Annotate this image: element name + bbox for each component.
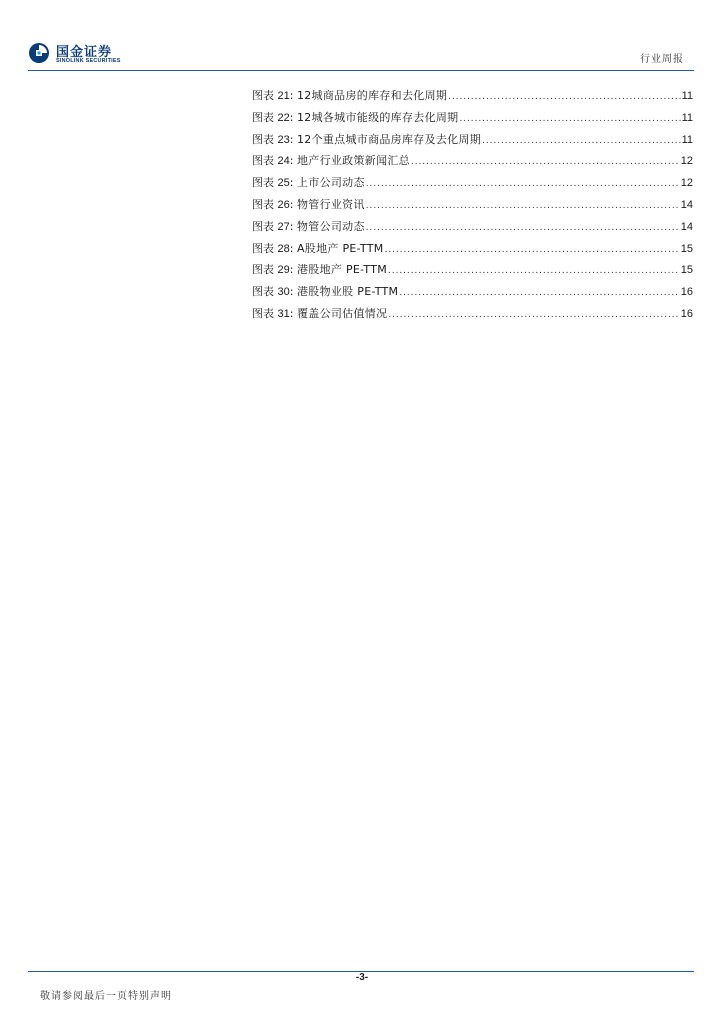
toc-entry-label (252, 218, 297, 234)
toc-entry-title: 港股物业股 PE-TTM (296, 285, 399, 299)
toc-entry-page: 14 (680, 220, 693, 233)
toc-entry-prefix: 图表 (252, 285, 274, 299)
toc-entry-separator: : (289, 197, 294, 211)
page-number: -3- (355, 972, 369, 983)
toc-entry-label (252, 109, 297, 125)
toc-entry-number: 23 (277, 133, 290, 146)
toc-entry-label (252, 196, 297, 212)
toc-dot-leader (411, 156, 680, 167)
toc-dot-leader (388, 265, 680, 276)
toc-entry-prefix: 图表 (252, 154, 274, 168)
toc-dot-leader (366, 222, 680, 233)
toc-entry-prefix: 图表 (252, 89, 274, 102)
toc-entry-title: 上市公司动态 (296, 176, 365, 190)
toc-entry-page: 12 (680, 177, 693, 190)
toc-entry-prefix: 图表 (252, 306, 274, 320)
toc-entry-number: 30 (277, 286, 290, 299)
toc-entry-page: 11 (681, 90, 693, 102)
toc-entry-title: 港股地产 PE-TTM (296, 263, 388, 277)
sinolink-logo-icon (28, 42, 50, 64)
toc-entry-number: 28 (277, 242, 290, 255)
toc-entry-separator: : (289, 154, 294, 168)
toc-entry-page: 15 (680, 264, 693, 277)
toc-entry-title: 地产行业政策新闻汇总 (296, 154, 410, 168)
toc-entry-prefix: 图表 (252, 197, 274, 211)
toc-entry-title: 物管公司动态 (296, 219, 365, 233)
toc-entry-separator: : (289, 132, 294, 146)
toc-entry-prefix: 图表 (252, 110, 274, 124)
toc-entry-label (252, 131, 297, 147)
toc-entry[interactable] (252, 240, 693, 262)
toc-dot-leader (482, 135, 681, 146)
toc-entry-page: 16 (680, 307, 693, 320)
toc-entry-label (252, 152, 297, 168)
toc-entry-page: 12 (680, 155, 693, 168)
header-divider (28, 70, 694, 71)
toc-entry-separator: : (289, 89, 294, 102)
toc-entry-prefix: 图表 (252, 176, 274, 190)
toc-entry-separator: : (289, 263, 294, 277)
toc-entry-prefix: 图表 (252, 263, 274, 277)
toc-entry-separator: : (289, 110, 294, 124)
toc-entry-page: 16 (680, 286, 693, 299)
toc-entry[interactable] (252, 196, 693, 218)
toc-entry-number: 25 (277, 177, 290, 190)
toc-entry-title: A股地产 PE-TTM (296, 241, 384, 255)
toc-entry-label (252, 305, 297, 321)
toc-entry-number: 26 (277, 198, 290, 211)
toc-entry[interactable] (252, 261, 693, 283)
page-header (0, 0, 724, 74)
toc-entry-page: 14 (680, 198, 693, 211)
toc-entry-separator: : (289, 219, 294, 233)
toc-entry-separator: : (289, 241, 294, 255)
toc-entry-label (252, 87, 297, 103)
table-of-figures (252, 87, 693, 327)
toc-entry-label (252, 174, 297, 190)
toc-entry-prefix: 图表 (252, 132, 274, 146)
toc-entry-number: 22 (277, 111, 290, 124)
toc-entry-title: 12城商品房的库存和去化周期 (296, 89, 448, 102)
toc-entry[interactable] (252, 174, 693, 196)
toc-entry[interactable] (252, 131, 693, 153)
toc-entry-number: 29 (277, 264, 290, 277)
toc-entry-label (252, 261, 297, 277)
toc-entry[interactable] (252, 87, 693, 109)
disclaimer-note: 敬请参阅最后一页特别声明 (40, 991, 172, 1002)
toc-entry-number: 21 (277, 90, 290, 102)
toc-entry-label (252, 240, 297, 256)
toc-entry-number: 31 (277, 307, 290, 320)
toc-entry[interactable] (252, 218, 693, 240)
toc-entry-prefix: 图表 (252, 219, 274, 233)
toc-dot-leader (448, 91, 680, 102)
logo-chinese-name: 国金证券 (56, 45, 113, 60)
toc-entry-title: 覆盖公司估值情况 (296, 306, 388, 320)
company-logo (28, 40, 188, 70)
toc-entry-page: 11 (681, 133, 693, 146)
toc-dot-leader (366, 178, 680, 189)
toc-entry-title: 12城各城市能级的库存去化周期 (296, 110, 459, 124)
report-type-label: 行业周报 (640, 54, 684, 65)
toc-entry-prefix: 图表 (252, 241, 274, 255)
toc-entry-separator: : (289, 176, 294, 190)
toc-entry[interactable] (252, 305, 693, 327)
toc-entry-label (252, 283, 297, 299)
toc-entry-separator: : (289, 285, 294, 299)
toc-dot-leader (459, 113, 680, 124)
toc-entry-title: 物管行业资讯 (296, 197, 365, 211)
toc-entry[interactable] (252, 283, 693, 305)
logo-english-name: SINOLINK SECURITIES (56, 58, 121, 64)
toc-entry-title: 12个重点城市商品房库存及去化周期 (296, 132, 482, 146)
toc-dot-leader (399, 287, 679, 298)
toc-entry[interactable] (252, 109, 693, 131)
toc-entry[interactable] (252, 152, 693, 174)
toc-dot-leader (385, 244, 680, 255)
toc-entry-separator: : (289, 306, 294, 320)
toc-entry-number: 24 (277, 155, 290, 168)
toc-dot-leader (388, 309, 679, 320)
toc-entry-page: 11 (681, 111, 693, 124)
toc-entry-number: 27 (277, 220, 290, 233)
toc-entry-page: 15 (680, 242, 693, 255)
toc-dot-leader (366, 200, 680, 211)
